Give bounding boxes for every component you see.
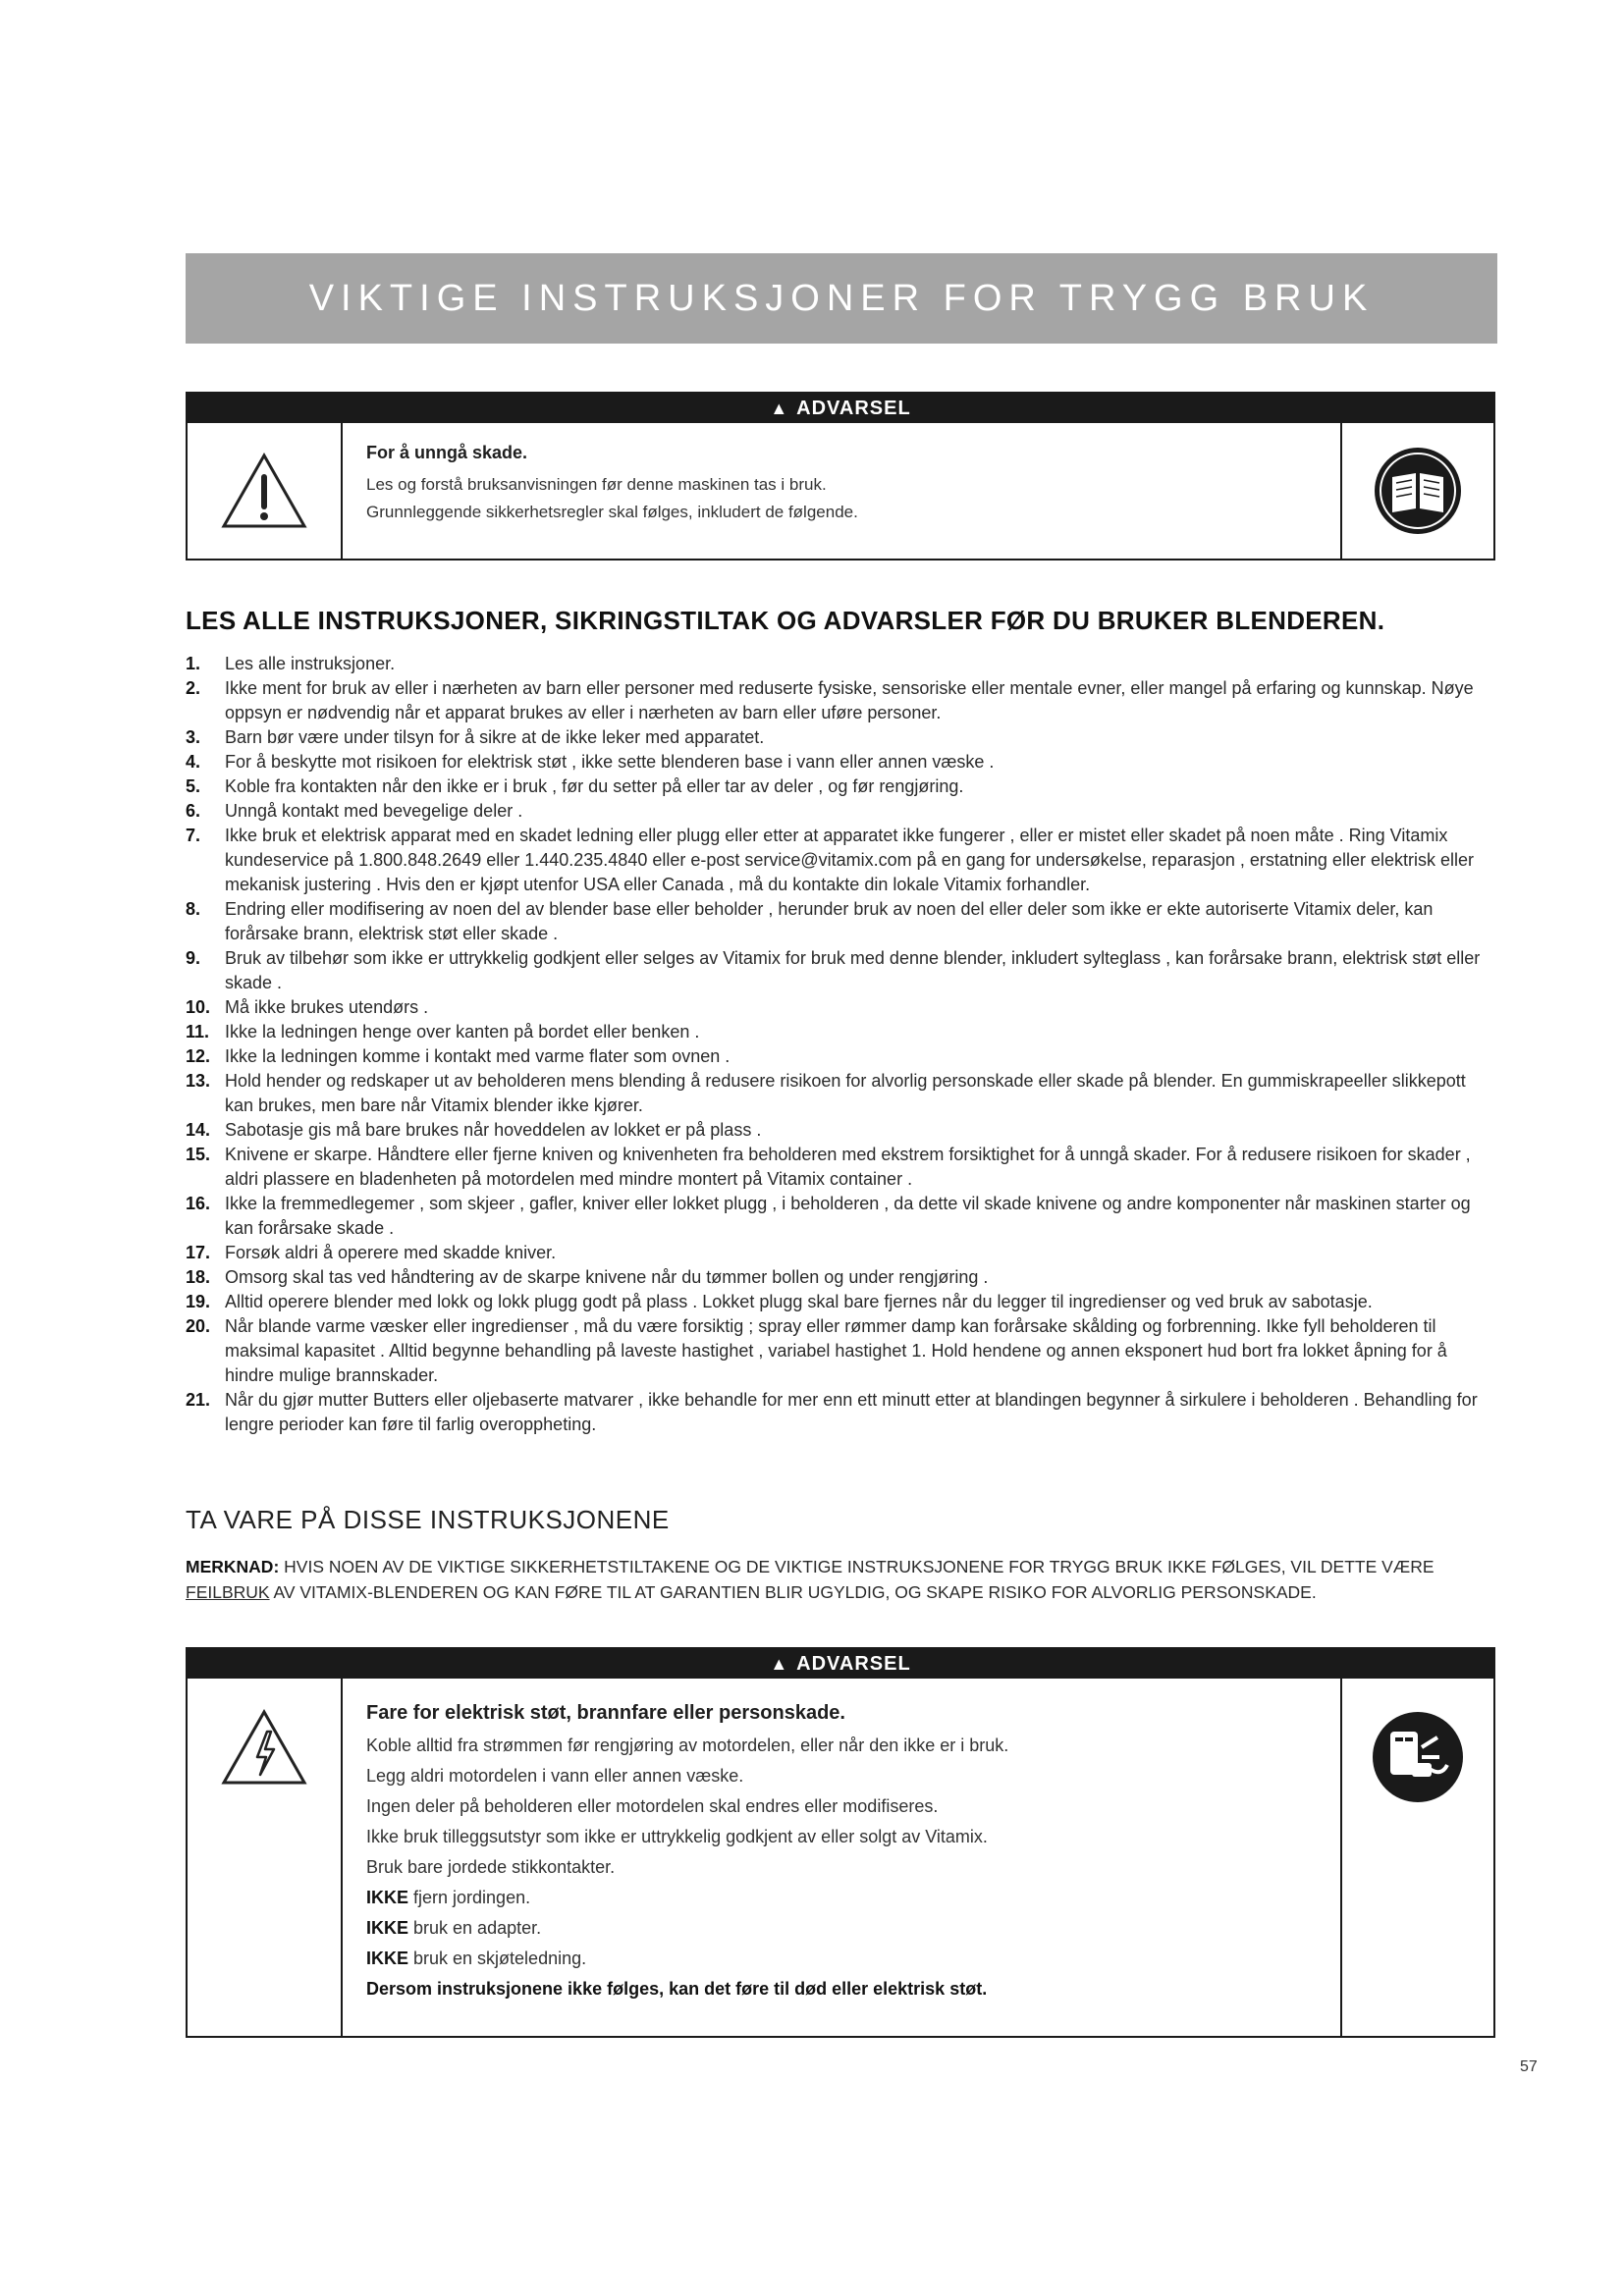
- banner-title: VIKTIGE INSTRUKSJONER FOR TRYGG BRUK: [308, 277, 1375, 319]
- instruction-item: [186, 652, 1496, 676]
- instruction-text: Ikke la fremmedlegemer , som skjeer , gafler, kniver eller lokket plugg , i beholderen , da dette vil skade knivene og andre komponenter når maskinen starter og kan forårsake skade .: [225, 1194, 1471, 1238]
- instruction-number: 11.: [186, 1022, 210, 1041]
- warning-line-text: Legg aldri motordelen i vann eller annen væske.: [366, 1766, 744, 1786]
- instruction-text: Sabotasje gis må bare brukes når hoveddelen av lokket er på plass .: [225, 1120, 762, 1140]
- note-paragraph: [186, 1554, 1501, 1605]
- instruction-number: 1.: [186, 654, 201, 673]
- instruction-text: Når blande varme væsker eller ingredienser , må du være forsiktig ; spray eller rømmer damp kan forårsake skålding og forbrenning. Ikke fyll beholderen til maksimal kapasitet . Alltid begynne behandling på laveste hastighet , variabel hastighet 1. Hold hendene og annen eksponert hud bort fra lokket åpning for å hindre mulige brannskader.: [225, 1316, 1447, 1385]
- warning-line-text: Bruk bare jordede stikkontakter.: [366, 1857, 616, 1877]
- instruction-number: 4.: [186, 752, 201, 772]
- instruction-text: Ikke bruk et elektrisk apparat med en skadet ledning eller plugg eller etter at apparatet ikke fungerer , eller er mistet eller skadet på noen måte . Ring Vitamix kundeservice på 1.800.848.2649 eller 1.440.235.4840 eller e-post service@vitamix.com på en gang for undersøkelse, reparasjon , erstatning eller elektrisk eller mekanisk justering . Hvis den er kjøpt utenfor USA eller Canada , må du kontakte din lokale Vitamix forhandler.: [225, 826, 1474, 894]
- instruction-item: [186, 774, 1496, 799]
- warning-line: [366, 1731, 1317, 1761]
- instruction-number: 20.: [186, 1316, 211, 1336]
- read-manual-icon: [1340, 423, 1493, 559]
- instruction-text: Hold hender og redskaper ut av beholderen mens blending å redusere risikoen for alvorlig personskade eller skade på blender. En gummiskrapeeller slikkepott kan brukes, men bare når Vitamix blender ikke kjører.: [225, 1071, 1466, 1115]
- instruction-item: [186, 1020, 1496, 1044]
- warning-title: For å unngå skade.: [366, 443, 528, 462]
- warning-line: [366, 1791, 1317, 1822]
- warning-line: [366, 1883, 1317, 1913]
- instruction-item: [186, 897, 1496, 946]
- warning-line: [366, 1913, 1317, 1944]
- unplug-icon: [1340, 1679, 1493, 2036]
- instruction-item: [186, 1069, 1496, 1118]
- instruction-item: [186, 750, 1496, 774]
- instruction-text: Ikke ment for bruk av eller i nærheten av barn eller personer med reduserte fysiske, sensoriske eller mentale evner, eller mangel på erfaring og kunnskap. Nøye oppsyn er nødvendig når et apparat brukes av eller i nærheten av barn eller uføre personer.: [225, 678, 1474, 722]
- instruction-text: Unngå kontakt med bevegelige deler .: [225, 801, 523, 821]
- instruction-text: Knivene er skarpe. Håndtere eller fjerne kniven og knivenheten fra beholderen med ekstrem forsiktighet for å unngå skader. For å redusere risikoen for skader , aldri plassere en bladenheten på motordelen med mindre montert på Vitamix container .: [225, 1145, 1471, 1189]
- instruction-item: [186, 946, 1496, 995]
- warning-box-bottom: [186, 1647, 1495, 2038]
- instruction-number: 5.: [186, 776, 201, 796]
- instruction-text: Alltid operere blender med lokk og lokk plugg godt på plass . Lokket plugg skal bare fjernes når du legger til ingredienser og ved bruk av sabotasje.: [225, 1292, 1373, 1311]
- warning-line: [366, 1761, 1317, 1791]
- note-text: HVIS NOEN AV DE VIKTIGE SIKKERHETSTILTAKENE OG DE VIKTIGE INSTRUKSJONENE FOR TRYGG BRUK IKKE FØLGES, VIL DETTE VÆRE: [284, 1557, 1435, 1576]
- instruction-number: 8.: [186, 899, 201, 919]
- warning-header: [188, 394, 1493, 423]
- warning-line: [366, 1944, 1317, 1974]
- instruction-item: [186, 824, 1496, 897]
- warning-line-text: bruk en adapter.: [408, 1918, 542, 1938]
- main-heading: LES ALLE INSTRUKSJONER, SIKRINGSTILTAK OG ADVARSLER FØR DU BRUKER BLENDEREN.: [186, 606, 1385, 635]
- warning-triangle-icon: ▲: [770, 1653, 789, 1674]
- instruction-text: Omsorg skal tas ved håndtering av de skarpe knivene når du tømmer bollen og under rengjøring .: [225, 1267, 989, 1287]
- warning-line: [366, 1852, 1317, 1883]
- warning-line-emphasis: IKKE: [366, 1918, 409, 1938]
- instruction-text: Koble fra kontakten når den ikke er i bruk , før du setter på eller tar av deler , og før rengjøring.: [225, 776, 964, 796]
- instruction-number: 10.: [186, 997, 211, 1017]
- instruction-item: [186, 1118, 1496, 1143]
- warning-header: [188, 1649, 1493, 1679]
- warning-content: [343, 423, 1340, 559]
- instruction-text: Ikke la ledningen henge over kanten på bordet eller benken .: [225, 1022, 700, 1041]
- instruction-item: [186, 1192, 1496, 1241]
- instruction-number: 16.: [186, 1194, 211, 1213]
- instruction-item: [186, 1314, 1496, 1388]
- instruction-number: 12.: [186, 1046, 211, 1066]
- instruction-item: [186, 1241, 1496, 1265]
- instruction-item: [186, 676, 1496, 725]
- page-number: 57: [1520, 2058, 1538, 2075]
- warning-final-line: Dersom instruksjonene ikke følges, kan det føre til død eller elektrisk støt.: [366, 1979, 988, 1999]
- instruction-number: 14.: [186, 1120, 211, 1140]
- warning-line: Les og forstå bruksanvisningen før denne maskinen tas i bruk.: [366, 475, 827, 494]
- page-banner: [186, 253, 1497, 344]
- instruction-text: Når du gjør mutter Butters eller oljebaserte matvarer , ikke behandle for mer enn ett minutt etter at blandingen begynner å sirkulere i beholderen . Behandling for lengre perioder kan føre til farlig overoppheting.: [225, 1390, 1478, 1434]
- warning-line-text: Koble alltid fra strømmen før rengjøring av motordelen, eller når den ikke er i bruk.: [366, 1735, 1009, 1755]
- instruction-item: [186, 1290, 1496, 1314]
- note-underlined: FEILBRUK: [186, 1582, 270, 1602]
- instruction-text: Barn bør være under tilsyn for å sikre at de ikke leker med apparatet.: [225, 727, 765, 747]
- instruction-number: 3.: [186, 727, 201, 747]
- warning-line: [366, 1822, 1317, 1852]
- instruction-item: [186, 1143, 1496, 1192]
- instruction-item: [186, 725, 1496, 750]
- warning-line-text: fjern jordingen.: [408, 1888, 531, 1907]
- instruction-number: 9.: [186, 948, 201, 968]
- instruction-number: 15.: [186, 1145, 211, 1164]
- instruction-item: [186, 995, 1496, 1020]
- exclamation-triangle-icon: [188, 423, 343, 559]
- instruction-number: 7.: [186, 826, 201, 845]
- warning-line: Grunnleggende sikkerhetsregler skal følges, inkludert de følgende.: [366, 503, 858, 521]
- instruction-number: 21.: [186, 1390, 211, 1410]
- electric-shock-triangle-icon: [188, 1679, 343, 2036]
- note-label: MERKNAD:: [186, 1557, 280, 1576]
- instruction-text: Les alle instruksjoner.: [225, 654, 396, 673]
- instruction-text: Forsøk aldri å operere med skadde kniver.: [225, 1243, 557, 1262]
- instruction-item: [186, 799, 1496, 824]
- instruction-number: 6.: [186, 801, 201, 821]
- warning-line-emphasis: IKKE: [366, 1888, 409, 1907]
- warning-title: Fare for elektrisk støt, brannfare eller personskade.: [366, 1702, 845, 1724]
- instruction-text: Bruk av tilbehør som ikke er uttrykkelig godkjent eller selges av Vitamix for bruk med denne blender, inkludert sylteglass , kan forårsake brann, elektrisk støt eller skade .: [225, 948, 1481, 992]
- section-heading: TA VARE PÅ DISSE INSTRUKSJONENE: [186, 1505, 670, 1534]
- warning-line-emphasis: IKKE: [366, 1949, 409, 1968]
- instruction-text: Endring eller modifisering av noen del av blender base eller beholder , herunder bruk av noen del eller deler som ikke er ekte autoriserte Vitamix deler, kan forårsake brann, elektrisk støt eller skade .: [225, 899, 1434, 943]
- instruction-number: 18.: [186, 1267, 211, 1287]
- instruction-list: [186, 652, 1496, 1437]
- warning-box-top: [186, 392, 1495, 561]
- instruction-item: [186, 1265, 1496, 1290]
- warning-content: [343, 1679, 1340, 2036]
- instruction-number: 13.: [186, 1071, 211, 1091]
- warning-line-text: Ikke bruk tilleggsutstyr som ikke er uttrykkelig godkjent av eller solgt av Vitamix.: [366, 1827, 988, 1846]
- warning-line-text: bruk en skjøteledning.: [408, 1949, 587, 1968]
- instruction-text: Ikke la ledningen komme i kontakt med varme flater som ovnen .: [225, 1046, 731, 1066]
- instruction-number: 2.: [186, 678, 201, 698]
- warning-header-label: ADVARSEL: [796, 397, 911, 419]
- instruction-number: 19.: [186, 1292, 211, 1311]
- note-text-after: AV VITAMIX-BLENDEREN OG KAN FØRE TIL AT GARANTIEN BLIR UGYLDIG, OG SKAPE RISIKO FOR ALVORLIG PERSONSKADE.: [269, 1582, 1317, 1602]
- instruction-item: [186, 1388, 1496, 1437]
- instruction-text: Må ikke brukes utendørs .: [225, 997, 429, 1017]
- instruction-text: For å beskytte mot risikoen for elektrisk støt , ikke sette blenderen base i vann eller annen væske .: [225, 752, 995, 772]
- warning-triangle-icon: ▲: [770, 398, 789, 418]
- warning-line-text: Ingen deler på beholderen eller motordelen skal endres eller modifiseres.: [366, 1796, 939, 1816]
- instruction-item: [186, 1044, 1496, 1069]
- instruction-number: 17.: [186, 1243, 211, 1262]
- warning-header-label: ADVARSEL: [796, 1652, 911, 1675]
